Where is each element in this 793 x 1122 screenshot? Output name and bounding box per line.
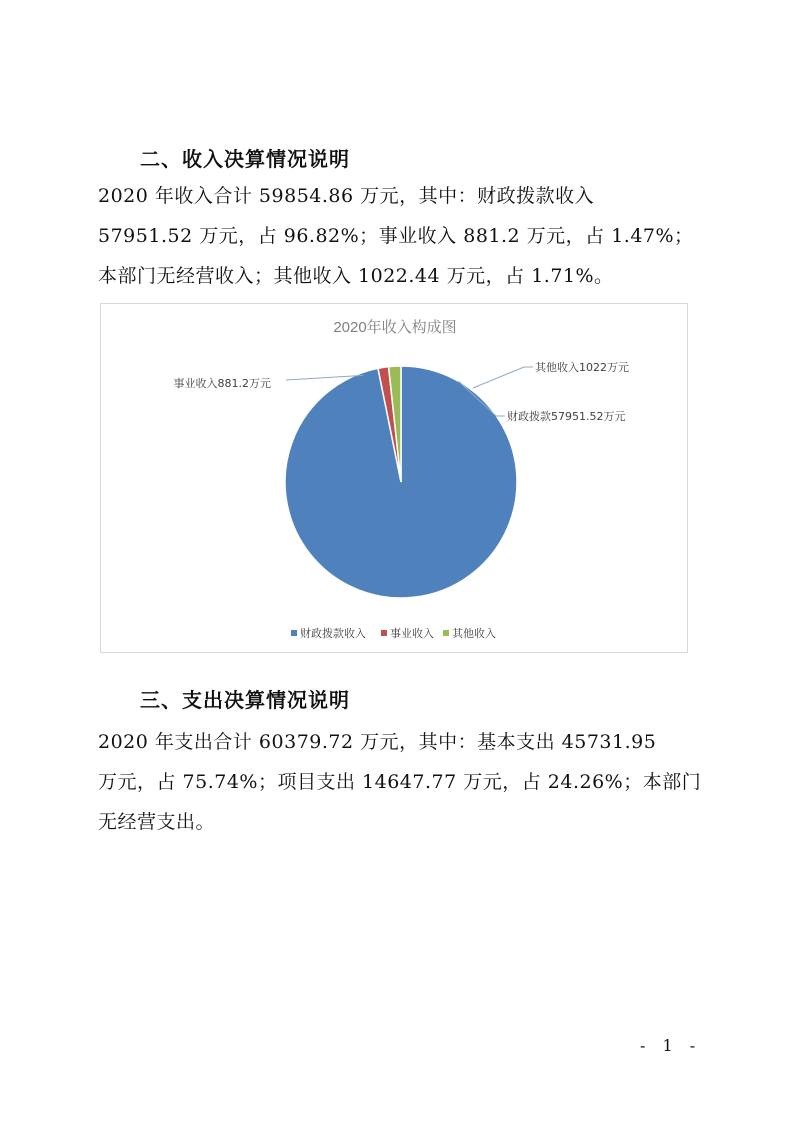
data-label-fiscal: 财政拨款57951.52万元 xyxy=(507,410,626,423)
income-paragraph xyxy=(98,176,698,296)
data-label-business: 事业收入881.2万元 xyxy=(173,377,271,390)
legend-swatch xyxy=(291,630,297,636)
paragraph-line: 无经营支出。 xyxy=(98,811,216,833)
paragraph-line: 2020 年支出合计 60379.72 万元，其中：基本支出 45731.95 xyxy=(98,731,657,753)
page-number: - 1 - xyxy=(640,1036,702,1055)
legend-label: 事业收入 xyxy=(390,627,434,640)
data-label-other: 其他收入1022万元 xyxy=(535,361,629,374)
expenditure-paragraph xyxy=(98,722,702,842)
legend-label: 财政拨款收入 xyxy=(300,627,366,640)
paragraph-line: 57951.52 万元，占 96.82%；事业收入 881.2 万元，占 1.47%； xyxy=(98,225,694,247)
leader-line xyxy=(473,367,533,388)
income-pie-chart xyxy=(100,303,688,653)
legend-swatch xyxy=(381,630,387,636)
section-heading-income: 二、收入决算情况说明 xyxy=(140,147,350,171)
legend-label: 其他收入 xyxy=(452,627,496,640)
section-heading-expenditure: 三、支出决算情况说明 xyxy=(140,688,350,712)
paragraph-line: 2020 年收入合计 59854.86 万元，其中：财政拨款收入 xyxy=(98,185,595,207)
chart-title: 2020年收入构成图 xyxy=(333,319,457,336)
paragraph-line: 万元，占 75.74%；项目支出 14647.77 万元，占 24.26%；本部门 xyxy=(98,771,702,793)
pie-chart-svg xyxy=(101,304,689,654)
legend-swatch xyxy=(443,630,449,636)
paragraph-line: 本部门无经营收入；其他收入 1022.44 万元，占 1.71%。 xyxy=(98,265,614,287)
